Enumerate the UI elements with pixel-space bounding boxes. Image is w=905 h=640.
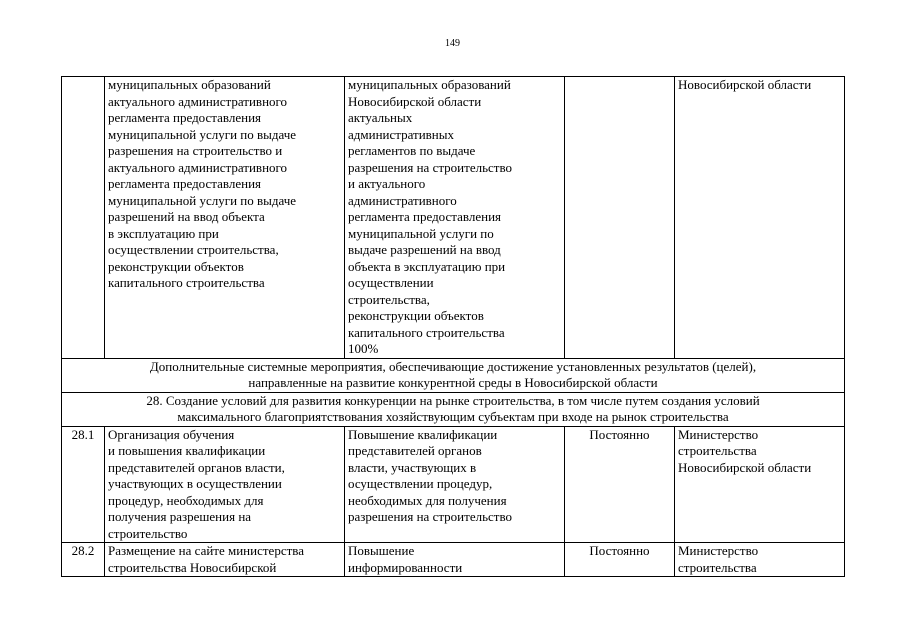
executor-cell: Министерство строительства Новосибирской области [675, 426, 845, 543]
term-cell [565, 77, 675, 359]
result-cell: муниципальных образований Новосибирской области актуальных административных регламентов по выдаче разрешения на строительство и актуального административного регламента предоставления муниципальной услуги по выдаче разрешений на ввод объекта в эксплуатацию при осуществлении строительства, реконструкции объектов капитального строительства 100% [345, 77, 565, 359]
table-row [62, 77, 845, 359]
table-row [62, 543, 845, 577]
executor-cell: Министерство строительства [675, 543, 845, 577]
event-cell: Организация обучения и повышения квалификации представителей органов власти, участвующих в осуществлении процедур, необходимых для получения разрешения на строительство [105, 426, 345, 543]
section-row [62, 392, 845, 426]
row-number: 28.1 [62, 426, 105, 543]
table-row [62, 426, 845, 543]
event-cell: Размещение на сайте министерства строительства Новосибирской [105, 543, 345, 577]
event-cell: муниципальных образований актуального административного регламента предоставления муниципальной услуги по выдаче разрешения на строительство и актуального административного регламента предоставления муниципальной услуги по выдаче разрешений на ввод объекта в эксплуатацию при осуществлении строительства, реконструкции объектов капитального строительства [105, 77, 345, 359]
measures-table [61, 76, 845, 577]
page-number: 149 [445, 38, 460, 49]
term-cell: Постоянно [565, 543, 675, 577]
row-number [62, 77, 105, 359]
executor-cell: Новосибирской области [675, 77, 845, 359]
result-cell: Повышение квалификации представителей органов власти, участвующих в осуществлении процедур, необходимых для получения разрешения на строительство [345, 426, 565, 543]
section-row [62, 358, 845, 392]
section-heading: 28. Создание условий для развития конкуренции на рынке строительства, в том числе путем создания условий максимального благоприятствования хозяйствующим субъектам при входе на рынок строительства [62, 392, 845, 426]
result-cell: Повышение информированности [345, 543, 565, 577]
row-number: 28.2 [62, 543, 105, 577]
term-cell: Постоянно [565, 426, 675, 543]
section-heading: Дополнительные системные мероприятия, обеспечивающие достижение установленных результатов (целей), направленные на развитие конкурентной среды в Новосибирской области [62, 358, 845, 392]
